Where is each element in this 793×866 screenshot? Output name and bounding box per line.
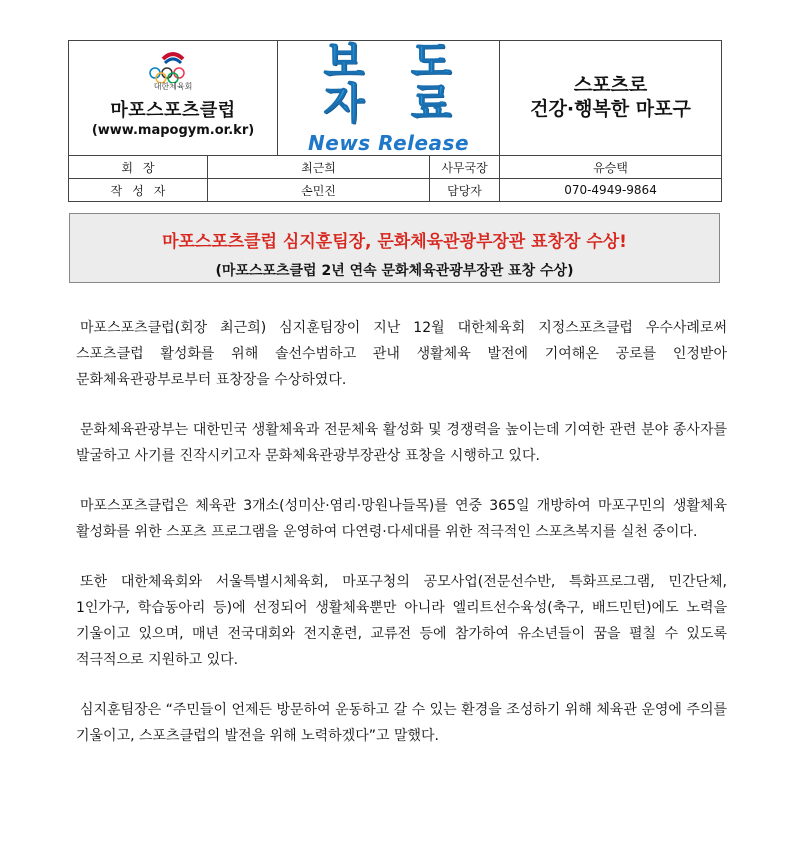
press-header-table — [68, 37, 722, 202]
club-logo-cell — [69, 41, 278, 156]
slogan-cell — [500, 41, 722, 156]
label-secretary-general: 사무국장 — [430, 156, 500, 179]
article-paragraph-4: 또한 대한체육회와 서울특별시체육회, 마포구청의 공모사업(전문선수반, 특화프로그램, 민간단체, 1인가구, 학습동아리 등)에 선정되어 생활체육뿐만 아니라 엘리트선수육성(축구, 배드민턴)에도 노력을 기울이고 있으며, 매년 전국대회와 전지훈련, 교류전 등에 참가하여 유소년들이 꿈을 펼칠 수 있도록 적극적으로 지원하고 있다. — [76, 574, 727, 668]
value-author: 손민진 — [208, 179, 430, 202]
release-title-cell — [278, 37, 500, 156]
slogan-line1: 스포츠로 — [573, 74, 648, 97]
value-contact-phone: 070-4949-9864 — [500, 179, 722, 202]
article-body — [76, 315, 727, 773]
article-paragraph-5: 심지훈팀장은 “주민들이 언제든 방문하여 운동하고 갈 수 있는 환경을 조성하기 위해 체육관 운영에 주의를 기울이고, 스포츠클럽의 발전을 위해 노력하겠다”고 말했다. — [76, 702, 727, 744]
info-row-1 — [69, 156, 722, 179]
headline-subtitle: (마포스포츠클럽 2년 연속 문화체육관광부장관 표창 수상) — [215, 263, 574, 279]
olympic-rings-logo-icon — [143, 47, 203, 83]
release-title: 보 도 자 료 — [323, 37, 468, 128]
label-contact-person: 담당자 — [430, 179, 500, 202]
headline-box — [69, 213, 720, 283]
label-author: 작성자 — [69, 179, 208, 202]
info-row-2 — [69, 179, 722, 202]
value-president: 최근희 — [208, 156, 430, 179]
value-secretary-general: 유승택 — [500, 156, 722, 179]
article-paragraph-1: 마포스포츠클럽(회장 최근희) 심지훈팀장이 지난 12월 대한체육회 지정스포츠클럽 우수사례로써 스포츠클럽 활성화를 위해 솔선수범하고 관내 생활체육 발전에 기여해온 공로를 인정받아 문화체육관광부로부터 표창장을 수상하였다. — [76, 320, 727, 388]
club-url-link[interactable]: (www.mapogym.or.kr) — [91, 123, 255, 138]
logo-caption: 대한체육회 — [153, 82, 193, 91]
club-name: 마포스포츠클럽 — [110, 100, 236, 121]
article-paragraph-3: 마포스포츠클럽은 체육관 3개소(성미산·염리·망원나들목)를 연중 365일 개방하여 마포구민의 생활체육 활성화를 위한 스포츠 프로그램을 운영하여 다연령·다세대를 위한 적극적인 스포츠복지를 실천 중이다. — [76, 498, 727, 540]
article-paragraph-2: 문화체육관광부는 대한민국 생활체육과 전문체육 활성화 및 경쟁력을 높이는데 기여한 관련 분야 종사자를 발굴하고 사기를 진작시키고자 문화체육관광부장관상 표창을 시행하고 있다. — [76, 422, 727, 464]
label-president: 회장 — [69, 156, 208, 179]
slogan-line2: 건강·행복한 마포구 — [530, 98, 691, 120]
headline-title: 마포스포츠클럽 심지훈팀장, 문화체육관광부장관 표창장 수상! — [162, 232, 627, 252]
release-subtitle: News Release — [308, 131, 470, 155]
